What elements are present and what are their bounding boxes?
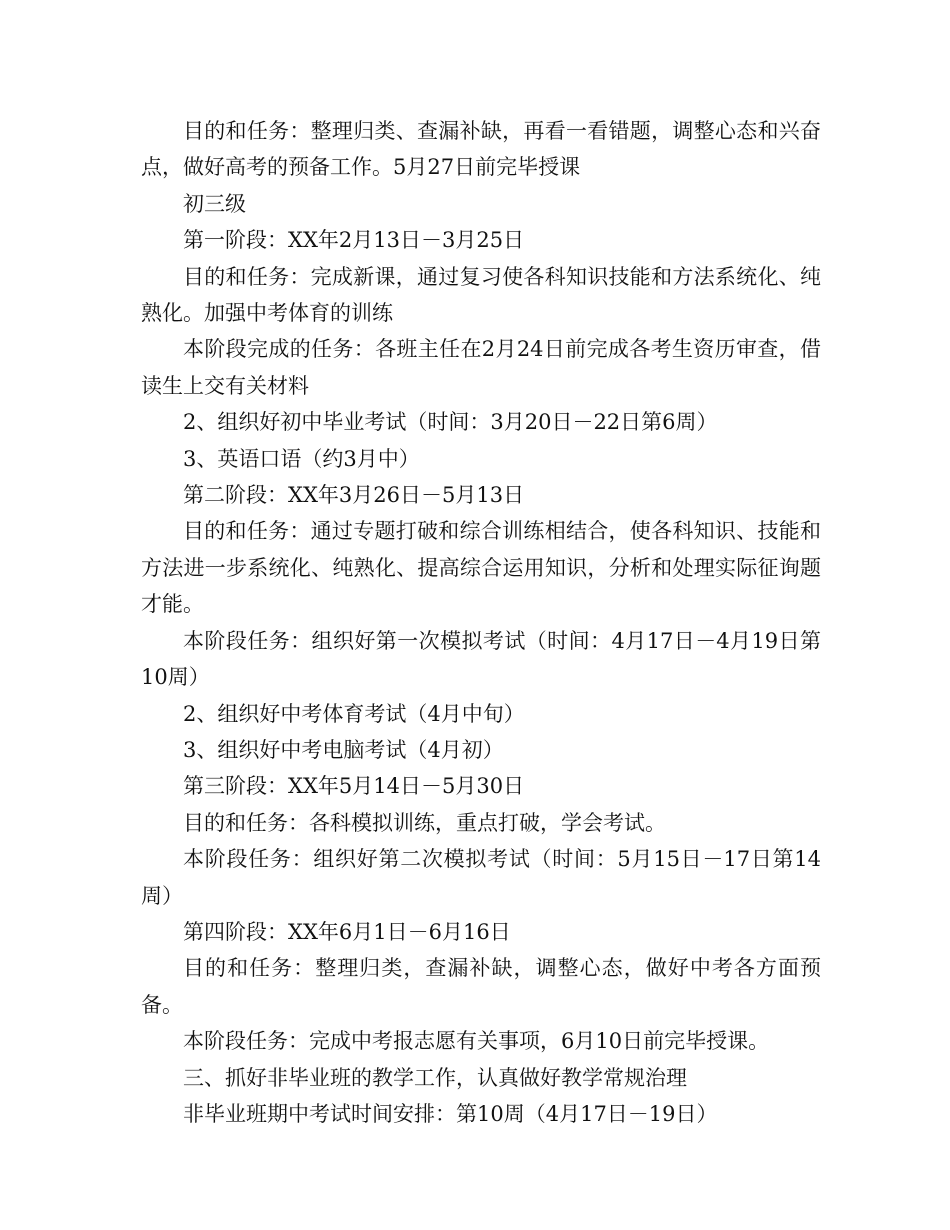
document-body (141, 113, 821, 1132)
stage-heading: 第四阶段：XX年6月1日－6月16日 (183, 919, 511, 944)
section-heading: 三、抓好非毕业班的教学工作，认真做好教学常规治理 (183, 1065, 687, 1090)
paragraph: 目的和任务：通过专题打破和综合训练相结合，使各科知识、技能和方法进一步系统化、纯熟化、提高综合运用知识，分析和处理实际征询题才能。 (141, 519, 821, 617)
paragraph: 本阶段任务：完成中考报志愿有关事项，6月10日前完毕授课。 (183, 1029, 770, 1054)
paragraph: 本阶段任务：组织好第一次模拟考试（时间：4月17日－4月19日第10周） (141, 628, 821, 690)
section-heading: 初三级 (183, 191, 246, 216)
list-item: 3、组织好中考电脑考试（4月初） (183, 737, 504, 762)
list-item: 2、组织好初中毕业考试（时间：3月20日－22日第6周） (183, 410, 718, 435)
paragraph: 本阶段完成的任务：各班主任在2月24日前完成各考生资历审查，借读生上交有关材料 (141, 337, 821, 398)
stage-heading: 第二阶段：XX年3月26日－5月13日 (183, 483, 525, 508)
list-item: 2、组织好中考体育考试（4月中旬） (183, 701, 525, 726)
paragraph: 目的和任务：整理归类，查漏补缺，调整心态，做好中考各方面预备。 (141, 956, 821, 1017)
paragraph: 目的和任务：整理归类、查漏补缺，再看一看错题，调整心态和兴奋点，做好高考的预备工作。5月27日前完毕授课 (141, 119, 821, 180)
stage-heading: 第三阶段：XX年5月14日－5月30日 (183, 774, 525, 799)
paragraph: 本阶段任务：组织好第二次模拟考试（时间：5月15日－17日第14周） (141, 847, 821, 908)
paragraph: 目的和任务：各科模拟训练，重点打破，学会考试。 (183, 810, 666, 835)
list-item: 3、英语口语（约3月中） (183, 446, 420, 471)
paragraph: 目的和任务：完成新课，通过复习使各科知识技能和方法系统化、纯熟化。加强中考体育的训练 (141, 264, 821, 326)
stage-heading: 第一阶段：XX年2月13日－3月25日 (183, 228, 525, 253)
paragraph: 非毕业班期中考试时间安排：第10周（4月17日－19日） (183, 1101, 718, 1126)
